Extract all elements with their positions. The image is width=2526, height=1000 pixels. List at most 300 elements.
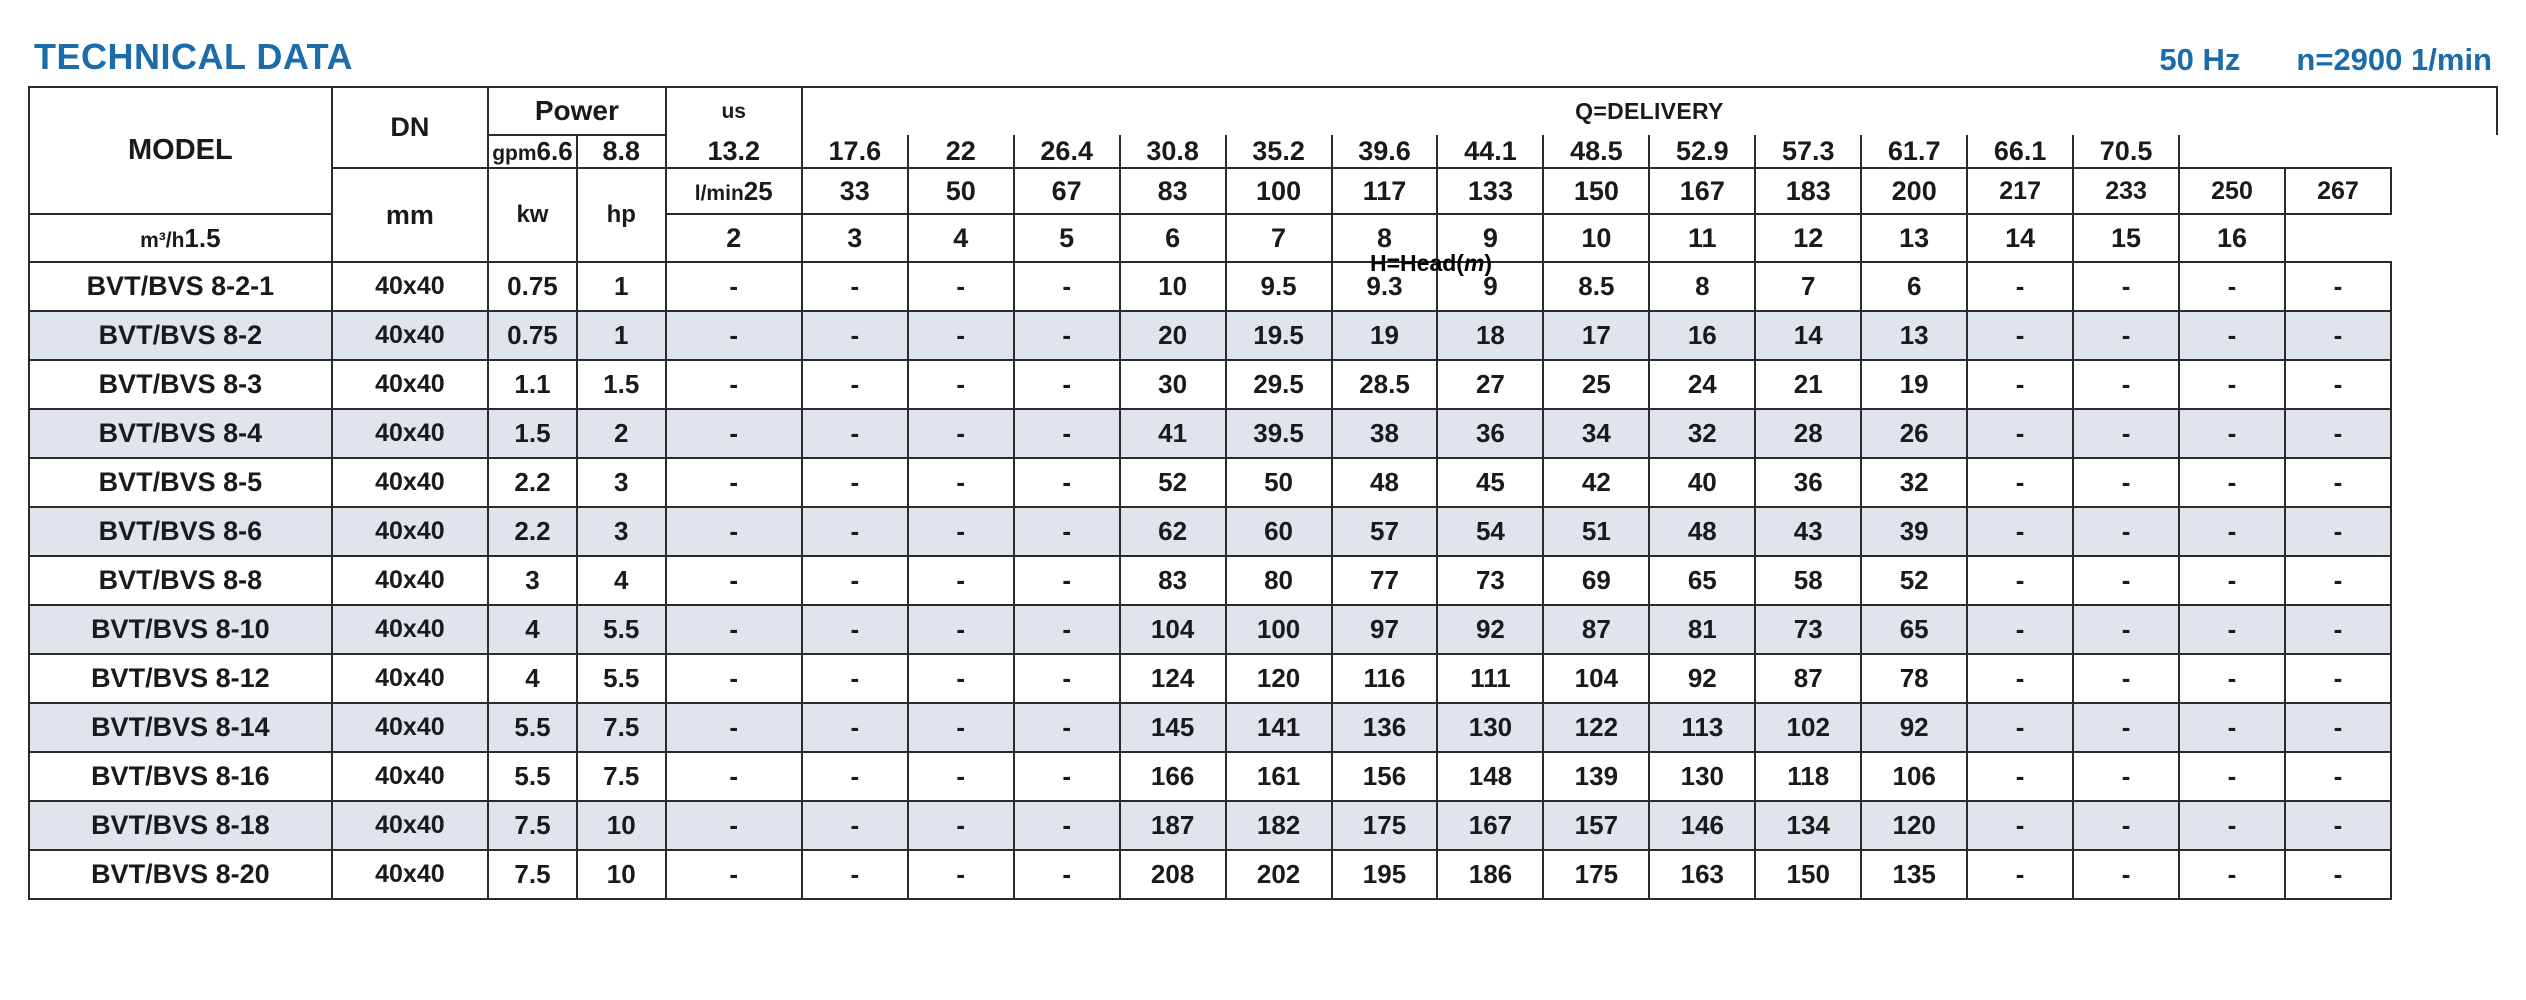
cell-head-2: - [908,311,1014,360]
cell-head-9: 163 [1649,850,1755,899]
cell-head-7: 36 [1437,409,1543,458]
gpm-header-2: 13.2 [666,135,802,168]
cell-head-6: 28.5 [1332,360,1438,409]
m3h-header-9: 10 [1543,214,1649,262]
cell-head-9: 8 [1649,262,1755,311]
cell-head-0: - [666,605,802,654]
cell-kw: 2.2 [488,458,577,507]
table-row [29,703,2497,752]
cell-hp: 2 [577,409,666,458]
cell-head-2: - [908,262,1014,311]
cell-head-11: 6 [1861,262,1967,311]
cell-head-10: 58 [1755,556,1861,605]
cell-head-14: - [2179,458,2285,507]
cell-head-12: - [1967,507,2073,556]
cell-head-7: 167 [1437,801,1543,850]
cell-dn: 40x40 [332,458,488,507]
cell-head-3: - [1014,360,1120,409]
cell-head-13: - [2073,507,2179,556]
cell-head-2: - [908,654,1014,703]
cell-hp: 10 [577,801,666,850]
cell-head-5: 29.5 [1226,360,1332,409]
cell-head-5: 100 [1226,605,1332,654]
cell-head-10: 36 [1755,458,1861,507]
cell-head-4: 104 [1120,605,1226,654]
cell-head-14: - [2179,850,2285,899]
cell-head-6: 48 [1332,458,1438,507]
cell-head-0: - [666,801,802,850]
cell-head-10: 102 [1755,703,1861,752]
gpm-header-13: 61.7 [1861,135,1967,168]
col-header-hp: hp [577,168,666,262]
cell-head-3: - [1014,262,1120,311]
cell-model: BVT/BVS 8-6 [29,507,332,556]
cell-dn: 40x40 [332,752,488,801]
cell-head-5: 60 [1226,507,1332,556]
cell-head-3: - [1014,507,1120,556]
unit-lmin-cell [666,168,802,214]
unit-lmin-label: l/min [694,181,744,205]
cell-hp: 3 [577,458,666,507]
cell-head-4: 208 [1120,850,1226,899]
cell-head-11: 52 [1861,556,1967,605]
cell-head-10: 150 [1755,850,1861,899]
cell-head-13: - [2073,605,2179,654]
cell-head-1: - [802,703,908,752]
cell-head-2: - [908,850,1014,899]
lmin-header-6: 117 [1332,168,1438,214]
cell-head-6: 38 [1332,409,1438,458]
cell-head-3: - [1014,801,1120,850]
cell-head-1: - [802,654,908,703]
cell-head-0: - [666,703,802,752]
cell-head-6: 175 [1332,801,1438,850]
cell-head-9: 16 [1649,311,1755,360]
cell-head-8: 34 [1543,409,1649,458]
cell-head-5: 141 [1226,703,1332,752]
cell-head-12: - [1967,458,2073,507]
cell-head-13: - [2073,409,2179,458]
cell-head-9: 40 [1649,458,1755,507]
cell-model: BVT/BVS 8-20 [29,850,332,899]
cell-model: BVT/BVS 8-18 [29,801,332,850]
lmin-value-0: 25 [743,175,773,206]
cell-head-14: - [2179,360,2285,409]
m3h-header-10: 11 [1649,214,1755,262]
cell-head-15: - [2285,262,2391,311]
cell-head-10: 134 [1755,801,1861,850]
cell-head-7: 54 [1437,507,1543,556]
cell-head-0: - [666,850,802,899]
cell-head-0: - [666,556,802,605]
col-header-kw: kw [488,168,577,262]
m3h-value-0: 1.5 [184,222,221,253]
cell-head-12: - [1967,850,2073,899]
cell-head-3: - [1014,703,1120,752]
cell-head-13: - [2073,556,2179,605]
cell-head-8: 69 [1543,556,1649,605]
cell-head-2: - [908,458,1014,507]
cell-head-15: - [2285,458,2391,507]
cell-head-8: 87 [1543,605,1649,654]
cell-head-14: - [2179,262,2285,311]
header-specs [2159,42,2492,78]
cell-head-9: 24 [1649,360,1755,409]
cell-head-13: - [2073,360,2179,409]
cell-head-15: - [2285,360,2391,409]
table-head [29,87,2497,262]
cell-head-10: 73 [1755,605,1861,654]
cell-head-12: - [1967,360,2073,409]
cell-head-13: - [2073,752,2179,801]
cell-head-1: - [802,409,908,458]
cell-dn: 40x40 [332,801,488,850]
cell-dn: 40x40 [332,654,488,703]
cell-head-11: 65 [1861,605,1967,654]
cell-head-2: - [908,703,1014,752]
cell-hp: 3 [577,507,666,556]
cell-head-14: - [2179,556,2285,605]
gpm-header-7: 35.2 [1226,135,1332,168]
lmin-header-10: 183 [1755,168,1861,214]
cell-head-4: 145 [1120,703,1226,752]
cell-head-7: 18 [1437,311,1543,360]
cell-head-14: - [2179,703,2285,752]
cell-head-5: 120 [1226,654,1332,703]
cell-head-15: - [2285,801,2391,850]
h-head-close: ) [1484,250,1493,276]
cell-head-15: - [2285,556,2391,605]
cell-head-8: 157 [1543,801,1649,850]
cell-dn: 40x40 [332,507,488,556]
cell-head-15: - [2285,654,2391,703]
cell-head-14: - [2179,311,2285,360]
h-head-unit: m [1463,250,1485,276]
m3h-header-4: 5 [1014,214,1120,262]
gpm-header-15: 70.5 [2073,135,2179,168]
cell-head-9: 48 [1649,507,1755,556]
cell-model: BVT/BVS 8-8 [29,556,332,605]
cell-head-7: 148 [1437,752,1543,801]
cell-head-7: 45 [1437,458,1543,507]
cell-head-12: - [1967,605,2073,654]
cell-head-14: - [2179,409,2285,458]
table-row [29,801,2497,850]
cell-head-15: - [2285,703,2391,752]
lmin-header-13: 233 [2073,168,2179,214]
page-header [28,0,2498,86]
cell-kw: 4 [488,605,577,654]
cell-dn: 40x40 [332,556,488,605]
cell-head-3: - [1014,850,1120,899]
cell-kw: 0.75 [488,311,577,360]
table-row [29,556,2497,605]
cell-head-10: 118 [1755,752,1861,801]
cell-head-2: - [908,801,1014,850]
h-head-text: H=Head( [1370,250,1464,276]
unit-m3h-cell [29,214,332,262]
cell-head-9: 92 [1649,654,1755,703]
cell-head-0: - [666,262,802,311]
lmin-header-9: 167 [1649,168,1755,214]
cell-head-12: - [1967,409,2073,458]
cell-head-2: - [908,409,1014,458]
cell-head-1: - [802,507,908,556]
cell-hp: 4 [577,556,666,605]
cell-head-1: - [802,262,908,311]
cell-kw: 2.2 [488,507,577,556]
cell-head-12: - [1967,311,2073,360]
cell-head-5: 19.5 [1226,311,1332,360]
col-header-dn: DN [332,87,488,168]
cell-head-2: - [908,605,1014,654]
header-row-lmin [29,168,2497,214]
m3h-header-3: 4 [908,214,1014,262]
cell-head-12: - [1967,262,2073,311]
cell-head-10: 28 [1755,409,1861,458]
cell-head-5: 9.5 [1226,262,1332,311]
table-row [29,311,2497,360]
cell-head-14: - [2179,605,2285,654]
cell-head-9: 65 [1649,556,1755,605]
lmin-header-12: 217 [1967,168,2073,214]
cell-hp: 1 [577,262,666,311]
lmin-header-15: 267 [2285,168,2391,214]
cell-head-6: 9.3 [1332,262,1438,311]
cell-head-5: 50 [1226,458,1332,507]
cell-head-12: - [1967,556,2073,605]
cell-head-4: 166 [1120,752,1226,801]
gpm-header-14: 66.1 [1967,135,2073,168]
cell-head-4: 10 [1120,262,1226,311]
col-header-model: MODEL [29,87,332,214]
unit-gpm-label: gpm [492,142,537,165]
cell-head-4: 83 [1120,556,1226,605]
cell-head-8: 175 [1543,850,1649,899]
m3h-header-15: 16 [2179,214,2285,262]
cell-head-4: 187 [1120,801,1226,850]
cell-head-14: - [2179,507,2285,556]
technical-data-table [28,86,2498,900]
cell-model: BVT/BVS 8-12 [29,654,332,703]
cell-head-0: - [666,360,802,409]
cell-head-10: 14 [1755,311,1861,360]
cell-head-2: - [908,360,1014,409]
cell-head-11: 92 [1861,703,1967,752]
page-title: TECHNICAL DATA [34,36,353,77]
cell-head-6: 116 [1332,654,1438,703]
m3h-header-11: 12 [1755,214,1861,262]
cell-head-6: 195 [1332,850,1438,899]
table-row [29,360,2497,409]
cell-head-1: - [802,556,908,605]
cell-head-11: 106 [1861,752,1967,801]
cell-head-5: 39.5 [1226,409,1332,458]
h-head-label [1370,250,1492,277]
cell-head-4: 41 [1120,409,1226,458]
cell-head-9: 81 [1649,605,1755,654]
m3h-header-6: 7 [1226,214,1332,262]
gpm-header-1: 8.8 [577,135,666,168]
cell-head-7: 9 [1437,262,1543,311]
cell-head-6: 136 [1332,703,1438,752]
table-row [29,850,2497,899]
lmin-header-4: 83 [1120,168,1226,214]
gpm-header-5: 26.4 [1014,135,1120,168]
cell-model: BVT/BVS 8-5 [29,458,332,507]
cell-head-11: 19 [1861,360,1967,409]
table-row [29,605,2497,654]
cell-head-12: - [1967,752,2073,801]
cell-head-0: - [666,752,802,801]
cell-head-3: - [1014,311,1120,360]
gpm-header-8: 39.6 [1332,135,1438,168]
cell-hp: 10 [577,850,666,899]
q-delivery-title: Q=DELIVERY [802,87,2497,135]
m3h-header-7: 8 [1332,214,1438,262]
cell-model: BVT/BVS 8-16 [29,752,332,801]
cell-head-10: 7 [1755,262,1861,311]
cell-head-13: - [2073,458,2179,507]
cell-head-13: - [2073,703,2179,752]
cell-hp: 1.5 [577,360,666,409]
cell-head-0: - [666,311,802,360]
table-row [29,458,2497,507]
cell-head-7: 186 [1437,850,1543,899]
table-row [29,654,2497,703]
cell-head-12: - [1967,703,2073,752]
cell-head-3: - [1014,458,1120,507]
cell-head-14: - [2179,752,2285,801]
cell-dn: 40x40 [332,360,488,409]
gpm-header-10: 48.5 [1543,135,1649,168]
cell-head-4: 20 [1120,311,1226,360]
cell-model: BVT/BVS 8-2 [29,311,332,360]
table-row [29,752,2497,801]
cell-dn: 40x40 [332,703,488,752]
m3h-header-5: 6 [1120,214,1226,262]
cell-head-3: - [1014,556,1120,605]
cell-head-8: 42 [1543,458,1649,507]
cell-head-3: - [1014,605,1120,654]
cell-head-13: - [2073,262,2179,311]
cell-head-0: - [666,409,802,458]
cell-kw: 3 [488,556,577,605]
cell-head-15: - [2285,850,2391,899]
cell-hp: 5.5 [577,605,666,654]
cell-head-11: 78 [1861,654,1967,703]
cell-dn: 40x40 [332,262,488,311]
cell-model: BVT/BVS 8-3 [29,360,332,409]
cell-model: BVT/BVS 8-4 [29,409,332,458]
cell-head-9: 32 [1649,409,1755,458]
cell-head-13: - [2073,850,2179,899]
cell-head-8: 25 [1543,360,1649,409]
cell-head-6: 57 [1332,507,1438,556]
cell-head-5: 161 [1226,752,1332,801]
cell-head-0: - [666,654,802,703]
cell-head-5: 182 [1226,801,1332,850]
gpm-header-3: 17.6 [802,135,908,168]
lmin-header-11: 200 [1861,168,1967,214]
lmin-header-5: 100 [1226,168,1332,214]
table-row [29,409,2497,458]
cell-head-0: - [666,507,802,556]
cell-head-1: - [802,752,908,801]
cell-model: BVT/BVS 8-10 [29,605,332,654]
cell-kw: 1.5 [488,409,577,458]
cell-kw: 7.5 [488,801,577,850]
m3h-header-14: 15 [2073,214,2179,262]
cell-head-2: - [908,752,1014,801]
cell-head-8: 17 [1543,311,1649,360]
cell-head-2: - [908,556,1014,605]
cell-kw: 1.1 [488,360,577,409]
cell-head-9: 113 [1649,703,1755,752]
cell-head-7: 111 [1437,654,1543,703]
cell-head-0: - [666,458,802,507]
cell-head-1: - [802,850,908,899]
cell-head-13: - [2073,311,2179,360]
cell-model: BVT/BVS 8-2-1 [29,262,332,311]
cell-head-3: - [1014,752,1120,801]
cell-head-3: - [1014,654,1120,703]
cell-dn: 40x40 [332,850,488,899]
cell-kw: 5.5 [488,703,577,752]
cell-hp: 7.5 [577,752,666,801]
cell-head-10: 43 [1755,507,1861,556]
gpm-header-9: 44.1 [1437,135,1543,168]
cell-head-11: 26 [1861,409,1967,458]
cell-head-8: 8.5 [1543,262,1649,311]
cell-head-1: - [802,605,908,654]
cell-head-9: 130 [1649,752,1755,801]
cell-hp: 7.5 [577,703,666,752]
cell-model: BVT/BVS 8-14 [29,703,332,752]
cell-kw: 4 [488,654,577,703]
cell-head-14: - [2179,654,2285,703]
unit-label-gpm [666,87,802,135]
lmin-header-1: 33 [802,168,908,214]
cell-head-8: 104 [1543,654,1649,703]
cell-head-5: 202 [1226,850,1332,899]
frequency-label: 50 Hz [2159,42,2241,77]
m3h-header-12: 13 [1861,214,1967,262]
unit-gpm-us: us [721,99,746,123]
cell-kw: 0.75 [488,262,577,311]
cell-dn: 40x40 [332,409,488,458]
lmin-header-8: 150 [1543,168,1649,214]
cell-head-1: - [802,311,908,360]
cell-head-13: - [2073,654,2179,703]
unit-gpm-cell [488,135,577,168]
lmin-header-14: 250 [2179,168,2285,214]
cell-kw: 7.5 [488,850,577,899]
cell-hp: 5.5 [577,654,666,703]
gpm-header-6: 30.8 [1120,135,1226,168]
lmin-header-7: 133 [1437,168,1543,214]
col-header-power: Power [488,87,666,135]
cell-head-6: 97 [1332,605,1438,654]
cell-hp: 1 [577,311,666,360]
cell-head-4: 124 [1120,654,1226,703]
cell-head-4: 62 [1120,507,1226,556]
cell-head-12: - [1967,654,2073,703]
header-row-gpm [29,87,2497,135]
m3h-header-2: 3 [802,214,908,262]
cell-head-3: - [1014,409,1120,458]
m3h-header-8: 9 [1437,214,1543,262]
